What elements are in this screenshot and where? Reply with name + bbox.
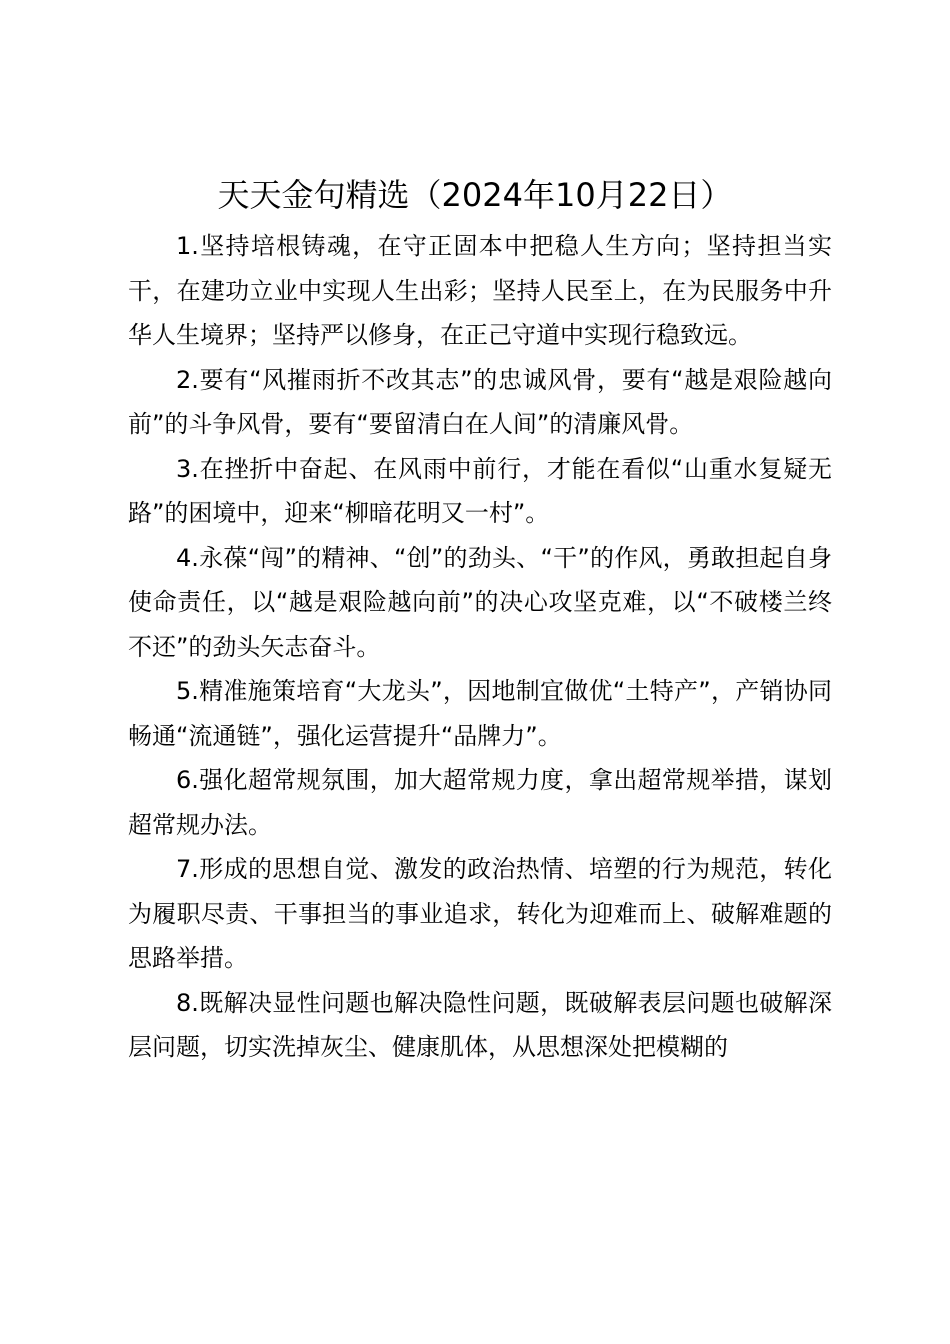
document-title: 天天金句精选（2024年10月22日） <box>217 176 733 214</box>
paragraph-7: 7.形成的思想自觉、激发的政治热情、培塑的行为规范，转化为履职尽责、干事担当的事业追求，转化为迎难而上、破解难题的思路举措。 <box>128 855 832 972</box>
paragraph-8: 8.既解决显性问题也解决隐性问题，既破解表层问题也破解深层问题，切实洗掉灰尘、健康肌体，从思想深处把模糊的 <box>128 988 832 1061</box>
document-body <box>128 224 832 1070</box>
paragraph-6: 6.强化超常规氛围，加大超常规力度，拿出超常规举措，谋划超常规办法。 <box>128 766 832 839</box>
paragraph-1: 1.坚持培根铸魂，在守正固本中把稳人生方向；坚持担当实干，在建功立业中实现人生出彩；坚持人民至上，在为民服务中升华人生境界；坚持严以修身，在正己守道中实现行稳致远。 <box>128 232 832 349</box>
paragraph-5: 5.精准施策培育“大龙头”，因地制宜做优“土特产”，产销协同畅通“流通链”，强化运营提升“品牌力”。 <box>128 677 832 750</box>
paragraph-2: 2.要有“风摧雨折不改其志”的忠诚风骨，要有“越是艰险越向前”的斗争风骨，要有“要留清白在人间”的清廉风骨。 <box>128 365 832 438</box>
paragraph-4: 4.永葆“闯”的精神、“创”的劲头、“干”的作风，勇敢担起自身使命责任，以“越是艰险越向前”的决心攻坚克难，以“不破楼兰终不还”的劲头矢志奋斗。 <box>128 543 832 661</box>
paragraph-3: 3.在挫折中奋起、在风雨中前行，才能在看似“山重水复疑无路”的困境中，迎来“柳暗花明又一村”。 <box>128 454 832 527</box>
